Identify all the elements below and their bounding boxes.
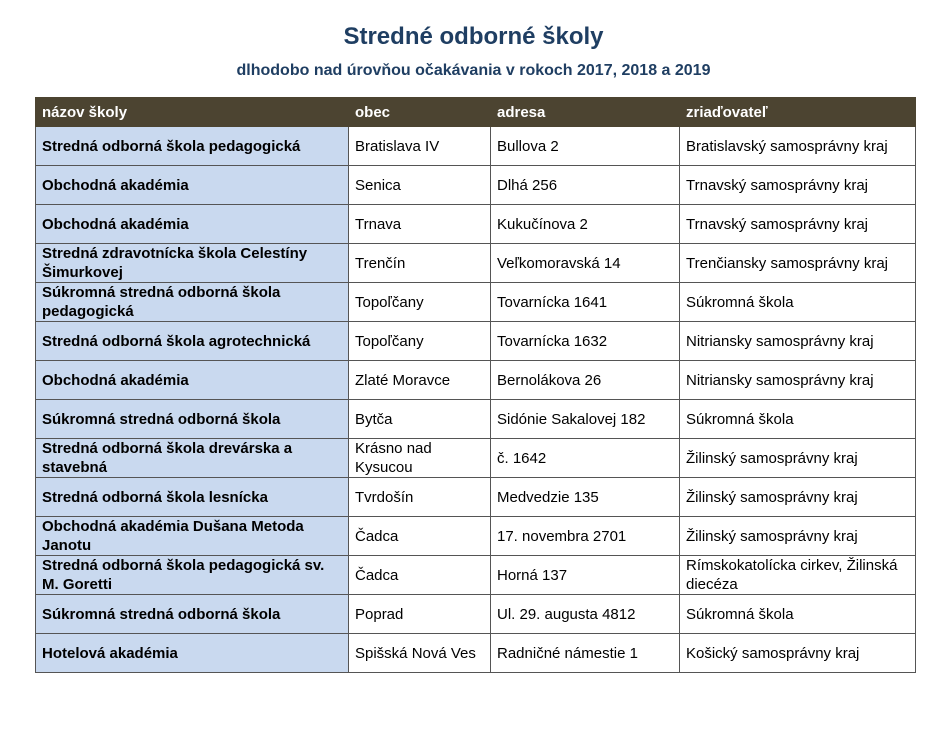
school-name-cell: Súkromná stredná odborná škola	[36, 400, 349, 439]
founder-cell: Nitriansky samosprávny kraj	[680, 322, 916, 361]
address-cell: 17. novembra 2701	[491, 517, 680, 556]
founder-cell: Trenčiansky samosprávny kraj	[680, 244, 916, 283]
address-cell: Sidónie Sakalovej 182	[491, 400, 680, 439]
address-cell: Bernolákova 26	[491, 361, 680, 400]
header-town: obec	[349, 98, 491, 127]
table-header	[36, 98, 916, 127]
school-name-cell: Súkromná stredná odborná škola pedagogická	[36, 283, 349, 322]
header-school-name: názov školy	[36, 98, 349, 127]
schools-table	[35, 97, 916, 673]
town-cell: Spišská Nová Ves	[349, 634, 491, 673]
table-row	[36, 322, 916, 361]
founder-cell: Žilinský samosprávny kraj	[680, 517, 916, 556]
school-name-cell: Obchodná akadémia	[36, 361, 349, 400]
address-cell: Ul. 29. augusta 4812	[491, 595, 680, 634]
town-cell: Topoľčany	[349, 322, 491, 361]
founder-cell: Rímskokatolícka cirkev, Žilinská diecéza	[680, 556, 916, 595]
table-row	[36, 517, 916, 556]
town-cell: Čadca	[349, 556, 491, 595]
address-cell: Tovarnícka 1641	[491, 283, 680, 322]
founder-cell: Košický samosprávny kraj	[680, 634, 916, 673]
town-cell: Zlaté Moravce	[349, 361, 491, 400]
founder-cell: Bratislavský samosprávny kraj	[680, 127, 916, 166]
table-row	[36, 283, 916, 322]
table-row	[36, 400, 916, 439]
school-name-cell: Stredná odborná škola agrotechnická	[36, 322, 349, 361]
town-cell: Poprad	[349, 595, 491, 634]
address-cell: Horná 137	[491, 556, 680, 595]
founder-cell: Žilinský samosprávny kraj	[680, 439, 916, 478]
founder-cell: Súkromná škola	[680, 595, 916, 634]
town-cell: Senica	[349, 166, 491, 205]
founder-cell: Súkromná škola	[680, 400, 916, 439]
table-row	[36, 127, 916, 166]
town-cell: Bytča	[349, 400, 491, 439]
school-name-cell: Hotelová akadémia	[36, 634, 349, 673]
town-cell: Trenčín	[349, 244, 491, 283]
page-subtitle: dlhodobo nad úrovňou očakávania v rokoch 2017, 2018 a 2019	[236, 62, 711, 79]
town-cell: Krásno nad Kysucou	[349, 439, 491, 478]
founder-cell: Súkromná škola	[680, 283, 916, 322]
header-address: adresa	[491, 98, 680, 127]
table-row	[36, 556, 916, 595]
town-cell: Tvrdošín	[349, 478, 491, 517]
header-row	[36, 98, 916, 127]
town-cell: Čadca	[349, 517, 491, 556]
table-row	[36, 205, 916, 244]
founder-cell: Trnavský samosprávny kraj	[680, 166, 916, 205]
town-cell: Trnava	[349, 205, 491, 244]
address-cell: Radničné námestie 1	[491, 634, 680, 673]
founder-cell: Trnavský samosprávny kraj	[680, 205, 916, 244]
address-cell: Veľkomoravská 14	[491, 244, 680, 283]
address-cell: Bullova 2	[491, 127, 680, 166]
town-cell: Bratislava IV	[349, 127, 491, 166]
address-cell: Tovarnícka 1632	[491, 322, 680, 361]
school-name-cell: Stredná odborná škola drevárska a stavebná	[36, 439, 349, 478]
school-name-cell: Obchodná akadémia Dušana Metoda Janotu	[36, 517, 349, 556]
table-row	[36, 439, 916, 478]
table-row	[36, 595, 916, 634]
table-row	[36, 361, 916, 400]
table-row	[36, 244, 916, 283]
table-body	[36, 127, 916, 673]
school-name-cell: Obchodná akadémia	[36, 205, 349, 244]
address-cell: Dlhá 256	[491, 166, 680, 205]
address-cell: Medvedzie 135	[491, 478, 680, 517]
header-founder: zriaďovateľ	[680, 98, 916, 127]
founder-cell: Nitriansky samosprávny kraj	[680, 361, 916, 400]
school-name-cell: Obchodná akadémia	[36, 166, 349, 205]
table-row	[36, 478, 916, 517]
founder-cell: Žilinský samosprávny kraj	[680, 478, 916, 517]
address-cell: Kukučínova 2	[491, 205, 680, 244]
town-cell: Topoľčany	[349, 283, 491, 322]
school-name-cell: Súkromná stredná odborná škola	[36, 595, 349, 634]
school-name-cell: Stredná zdravotnícka škola Celestíny Šimurkovej	[36, 244, 349, 283]
school-name-cell: Stredná odborná škola pedagogická	[36, 127, 349, 166]
table-row	[36, 634, 916, 673]
address-cell: č. 1642	[491, 439, 680, 478]
table-row	[36, 166, 916, 205]
school-name-cell: Stredná odborná škola lesnícka	[36, 478, 349, 517]
page-title: Stredné odborné školy	[343, 23, 604, 50]
school-name-cell: Stredná odborná škola pedagogická sv. M. Goretti	[36, 556, 349, 595]
